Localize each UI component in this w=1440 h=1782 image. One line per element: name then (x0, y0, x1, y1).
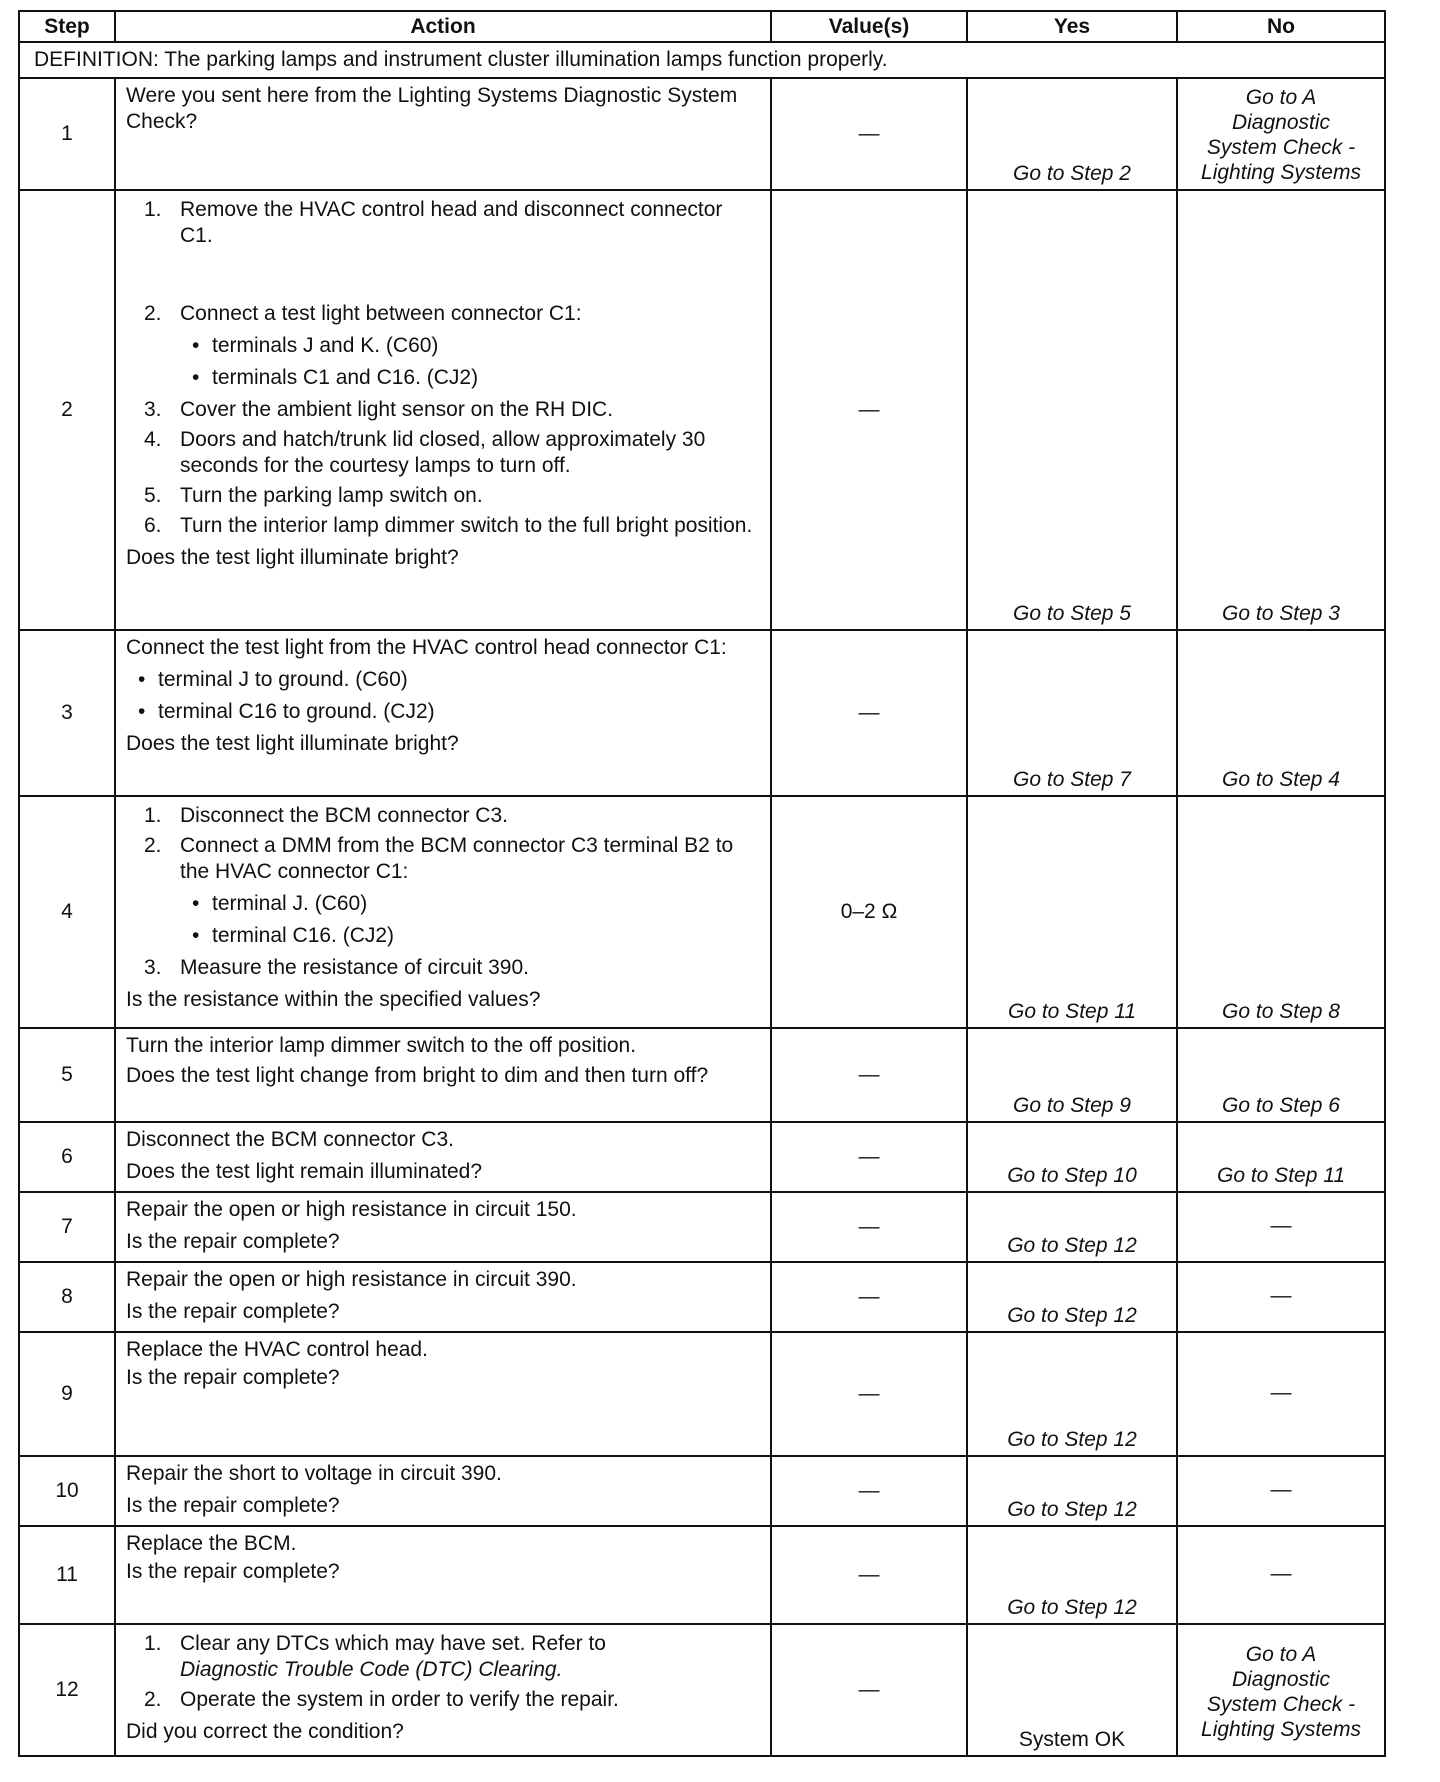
question-text: Is the repair complete? (126, 1230, 340, 1253)
value-cell: — (771, 1456, 967, 1526)
action-step: 2. Operate the system in order to verify the repair. (144, 1688, 619, 1711)
table-row (19, 1192, 1385, 1262)
question-text: Does the test light change from bright to dim and then turn off? (126, 1064, 709, 1087)
question-text: Is the repair complete? (126, 1560, 340, 1583)
yes-cell: Go to Step 12 (967, 1192, 1177, 1262)
question-text: Is the repair complete? (126, 1366, 340, 1389)
action-cell (115, 1122, 771, 1192)
diag-check-line1: Diagnostic (1231, 1668, 1331, 1691)
no-cell: — (1177, 1456, 1385, 1526)
action-cell (115, 1028, 771, 1122)
step-number: 2 (19, 190, 115, 630)
table-row (19, 1028, 1385, 1122)
action-step: 1. Clear any DTCs which may have set. Refer to Diagnostic Trouble Code (DTC) Clearing. (144, 1632, 606, 1681)
question-text: Is the resistance within the specified values? (126, 988, 541, 1011)
action-step: 3. Measure the resistance of circuit 390. (144, 956, 530, 979)
dtc-clearing-link: Diagnostic Trouble Code (DTC) Clearing. (180, 1658, 563, 1681)
diag-check-line3: Lighting Systems (1201, 1718, 1361, 1741)
question-text: Did you correct the condition? (126, 1720, 404, 1743)
yes-cell: Go to Step 12 (967, 1456, 1177, 1526)
no-cell: — (1177, 1332, 1385, 1456)
no-cell: — (1177, 1262, 1385, 1332)
action-text: Disconnect the BCM connector C3. (126, 1128, 454, 1151)
step-number: 5 (19, 1028, 115, 1122)
value-cell: — (771, 1332, 967, 1456)
question-text: Does the test light illuminate bright? (126, 546, 459, 569)
table-row (19, 78, 1385, 190)
action-steps (126, 1631, 760, 1713)
step-number: 11 (19, 1526, 115, 1624)
no-cell (1177, 1624, 1385, 1756)
yes-cell: System OK (967, 1624, 1177, 1756)
table-row (19, 1332, 1385, 1456)
yes-cell: Go to Step 12 (967, 1526, 1177, 1624)
no-cell: Go to Step 3 (1177, 190, 1385, 630)
action-cell (115, 190, 771, 630)
yes-cell: Go to Step 10 (967, 1122, 1177, 1192)
table-row (19, 796, 1385, 1028)
table-row (19, 1456, 1385, 1526)
value-cell: — (771, 1526, 967, 1624)
value-cell: — (771, 630, 967, 796)
question-text: Is the repair complete? (126, 1300, 340, 1323)
step-number: 6 (19, 1122, 115, 1192)
action-cell (115, 1262, 771, 1332)
action-text: Replace the HVAC control head. (126, 1338, 428, 1361)
step-number: 8 (19, 1262, 115, 1332)
yes-cell: Go to Step 7 (967, 630, 1177, 796)
action-cell (115, 1332, 771, 1456)
action-cell (115, 1192, 771, 1262)
action-step: 2. Connect a DMM from the BCM connector C3 terminal B2 to the HVAC connector C1: • terminal J. (C60) • terminal C16. (CJ2) (126, 833, 760, 949)
action-text: Turn the interior lamp dimmer switch to the off position. (126, 1034, 637, 1057)
action-step: 3. Cover the ambient light sensor on the RH DIC. (144, 398, 614, 421)
step-number: 1 (19, 78, 115, 190)
step-number: 7 (19, 1192, 115, 1262)
action-cell (115, 1456, 771, 1526)
table-row (19, 1122, 1385, 1192)
action-cell (115, 796, 771, 1028)
step-number: 9 (19, 1332, 115, 1456)
no-cell (1177, 78, 1385, 190)
question-text: Does the test light illuminate bright? (126, 732, 459, 755)
no-cell: — (1177, 1526, 1385, 1624)
step-number: 4 (19, 796, 115, 1028)
header-action: Action (115, 11, 771, 42)
goto-text: Go to (1245, 86, 1298, 109)
question-text: Is the repair complete? (126, 1494, 340, 1517)
action-cell (115, 1526, 771, 1624)
diag-check-a: A (1302, 86, 1317, 109)
yes-cell: Go to Step 2 (967, 78, 1177, 190)
action-step: 1. Disconnect the BCM connector C3. (144, 804, 508, 827)
action-text: Repair the short to voltage in circuit 390. (126, 1462, 502, 1485)
value-cell: 0–2 Ω (771, 796, 967, 1028)
diag-check-a: A (1302, 1643, 1317, 1666)
yes-cell: Go to Step 5 (967, 190, 1177, 630)
no-cell: Go to Step 6 (1177, 1028, 1385, 1122)
table-row (19, 1262, 1385, 1332)
header-yes: Yes (967, 11, 1177, 42)
yes-cell: Go to Step 12 (967, 1262, 1177, 1332)
diag-check-line1: Diagnostic (1231, 111, 1331, 134)
action-step: 2. Connect a test light between connector C1: • terminals J and K. (C60) • terminals C1 and C16. (CJ2) (126, 301, 760, 391)
header-row (19, 11, 1385, 42)
value-cell: — (771, 1624, 967, 1756)
value-cell: — (771, 190, 967, 630)
action-steps (126, 803, 760, 981)
value-cell: — (771, 1192, 967, 1262)
bullet-item: • terminal C16 to ground. (CJ2) (126, 699, 760, 725)
diag-check-line2: System Check - (1206, 1693, 1356, 1716)
action-steps (126, 197, 760, 539)
bullet-item: • terminal C16. (CJ2) (180, 923, 760, 949)
bullet-item: • terminals C1 and C16. (CJ2) (180, 365, 760, 391)
action-text: Connect the test light from the HVAC control head connector C1: (126, 636, 727, 659)
table-row (19, 1526, 1385, 1624)
definition-text: DEFINITION: The parking lamps and instrument cluster illumination lamps function properly. (19, 42, 1385, 78)
bullet-item: • terminal J. (C60) (180, 891, 760, 917)
goto-text: Go to (1245, 1643, 1298, 1666)
no-cell: Go to Step 11 (1177, 1122, 1385, 1192)
action-text: Replace the BCM. (126, 1532, 297, 1555)
value-cell: — (771, 1028, 967, 1122)
yes-cell: Go to Step 12 (967, 1332, 1177, 1456)
action-text: Were you sent here from the Lighting Systems Diagnostic System Check? (126, 84, 738, 133)
action-text: Repair the open or high resistance in circuit 150. (126, 1198, 577, 1221)
header-values: Value(s) (771, 11, 967, 42)
definition-row (19, 42, 1385, 78)
action-step: 5. Turn the parking lamp switch on. (144, 484, 483, 507)
value-cell: — (771, 1122, 967, 1192)
diag-check-line3: Lighting Systems (1201, 161, 1361, 184)
header-step: Step (19, 11, 115, 42)
yes-cell: Go to Step 11 (967, 796, 1177, 1028)
action-cell (115, 1624, 771, 1756)
action-cell (115, 630, 771, 796)
action-cell (115, 78, 771, 190)
no-cell: Go to Step 4 (1177, 630, 1385, 796)
table-row (19, 190, 1385, 630)
no-cell: Go to Step 8 (1177, 796, 1385, 1028)
action-step: 6. Turn the interior lamp dimmer switch to the full bright position. (144, 514, 753, 537)
step-number: 3 (19, 630, 115, 796)
action-step: 4. Doors and hatch/trunk lid closed, allow approximately 30 seconds for the courtesy lamps to turn off. (144, 428, 706, 477)
value-cell: — (771, 1262, 967, 1332)
action-text: Repair the open or high resistance in circuit 390. (126, 1268, 577, 1291)
step-number: 10 (19, 1456, 115, 1526)
action-step: 1. Remove the HVAC control head and disconnect connector C1. (144, 198, 723, 247)
diagnostic-table (18, 10, 1386, 1757)
question-text: Does the test light remain illuminated? (126, 1160, 483, 1183)
diag-check-line2: System Check - (1206, 136, 1356, 159)
step-number: 12 (19, 1624, 115, 1756)
table-row (19, 1624, 1385, 1756)
header-no: No (1177, 11, 1385, 42)
bullet-item: • terminal J to ground. (C60) (126, 667, 760, 693)
yes-cell: Go to Step 9 (967, 1028, 1177, 1122)
bullet-item: • terminals J and K. (C60) (180, 333, 760, 359)
value-cell: — (771, 78, 967, 190)
no-cell: — (1177, 1192, 1385, 1262)
table-row (19, 630, 1385, 796)
